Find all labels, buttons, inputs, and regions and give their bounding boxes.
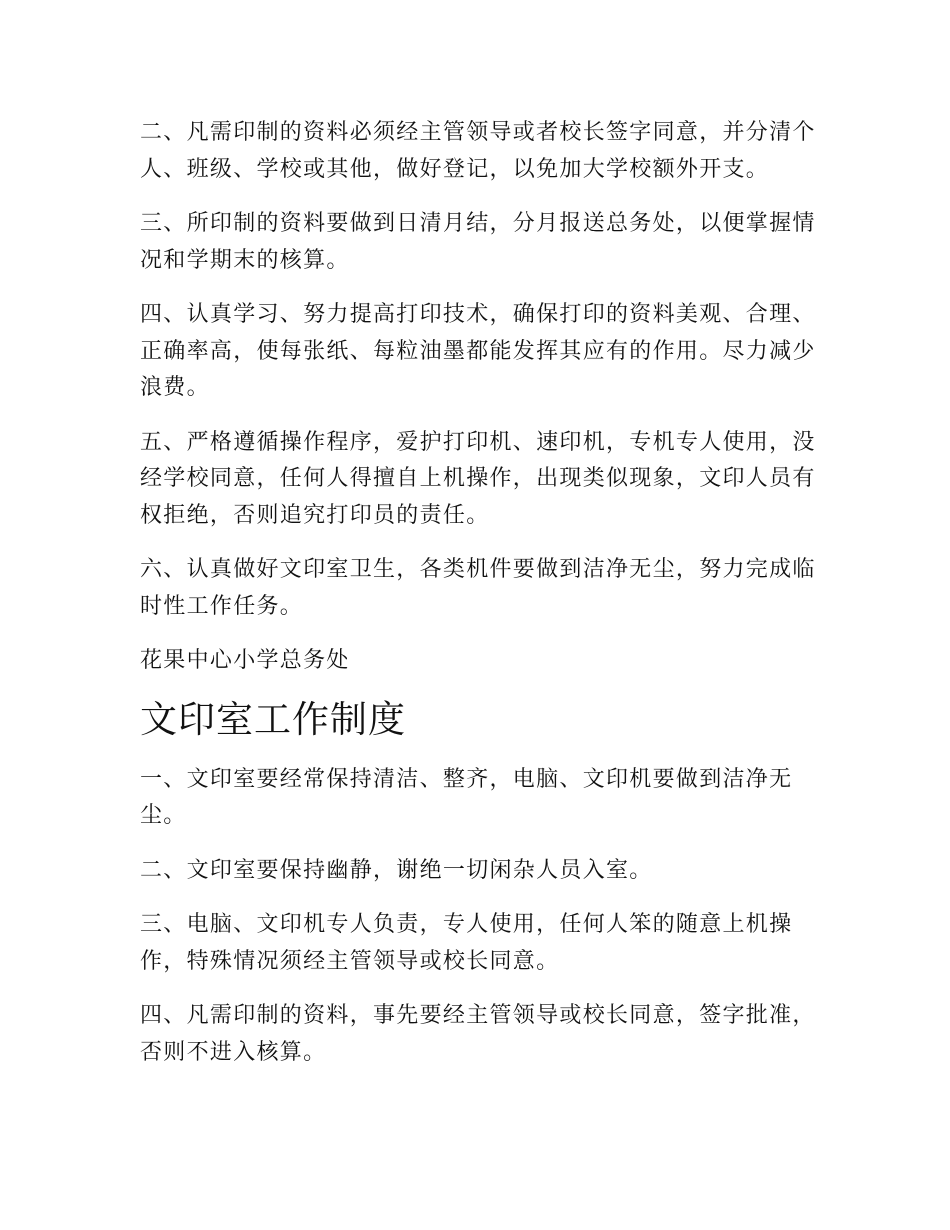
paragraph-item-2: 二、凡需印制的资料必须经主管领导或者校长签字同意，并分清个人、班级、学校或其他，做好登记，以免加大学校额外开支。 [140, 120, 816, 182]
rule-item-3: 三、电脑、文印机专人负责，专人使用，任何人笨的随意上机操作，特殊情况须经主管领导或校长同意。 [140, 912, 793, 974]
paragraph-item-3: 三、所印制的资料要做到日清月结，分月报送总务处，以便掌握情况和学期末的核算。 [140, 211, 816, 273]
rule-item-1: 一、文印室要经常保持清洁、整齐，电脑、文印机要做到洁净无尘。 [140, 766, 793, 828]
paragraph-item-6: 六、认真做好文印室卫生，各类机件要做到洁净无尘，努力完成临时性工作任务。 [140, 557, 816, 619]
section-title: 文印室工作制度 [140, 697, 406, 741]
rule-item-2: 二、文印室要保持幽静，谢绝一切闲杂人员入室。 [140, 857, 653, 883]
document-page [140, 115, 820, 1089]
paragraph-item-4: 四、认真学习、努力提高打印技术，确保打印的资料美观、合理、正确率高，使每张纸、每粒油墨都能发挥其应有的作用。尽力减少浪费。 [140, 302, 816, 400]
rule-item-4: 四、凡需印制的资料，事先要经主管领导或校长同意，签字批准，否则不进入核算。 [140, 1003, 816, 1065]
signature: 花果中心小学总务处 [140, 648, 350, 673]
paragraph-item-5: 五、严格遵循操作程序，爱护打印机、速印机，专机专人使用，没经学校同意，任何人得擅自上机操作，出现类似现象，文印人员有权拒绝，否则追究打印员的责任。 [140, 429, 816, 528]
